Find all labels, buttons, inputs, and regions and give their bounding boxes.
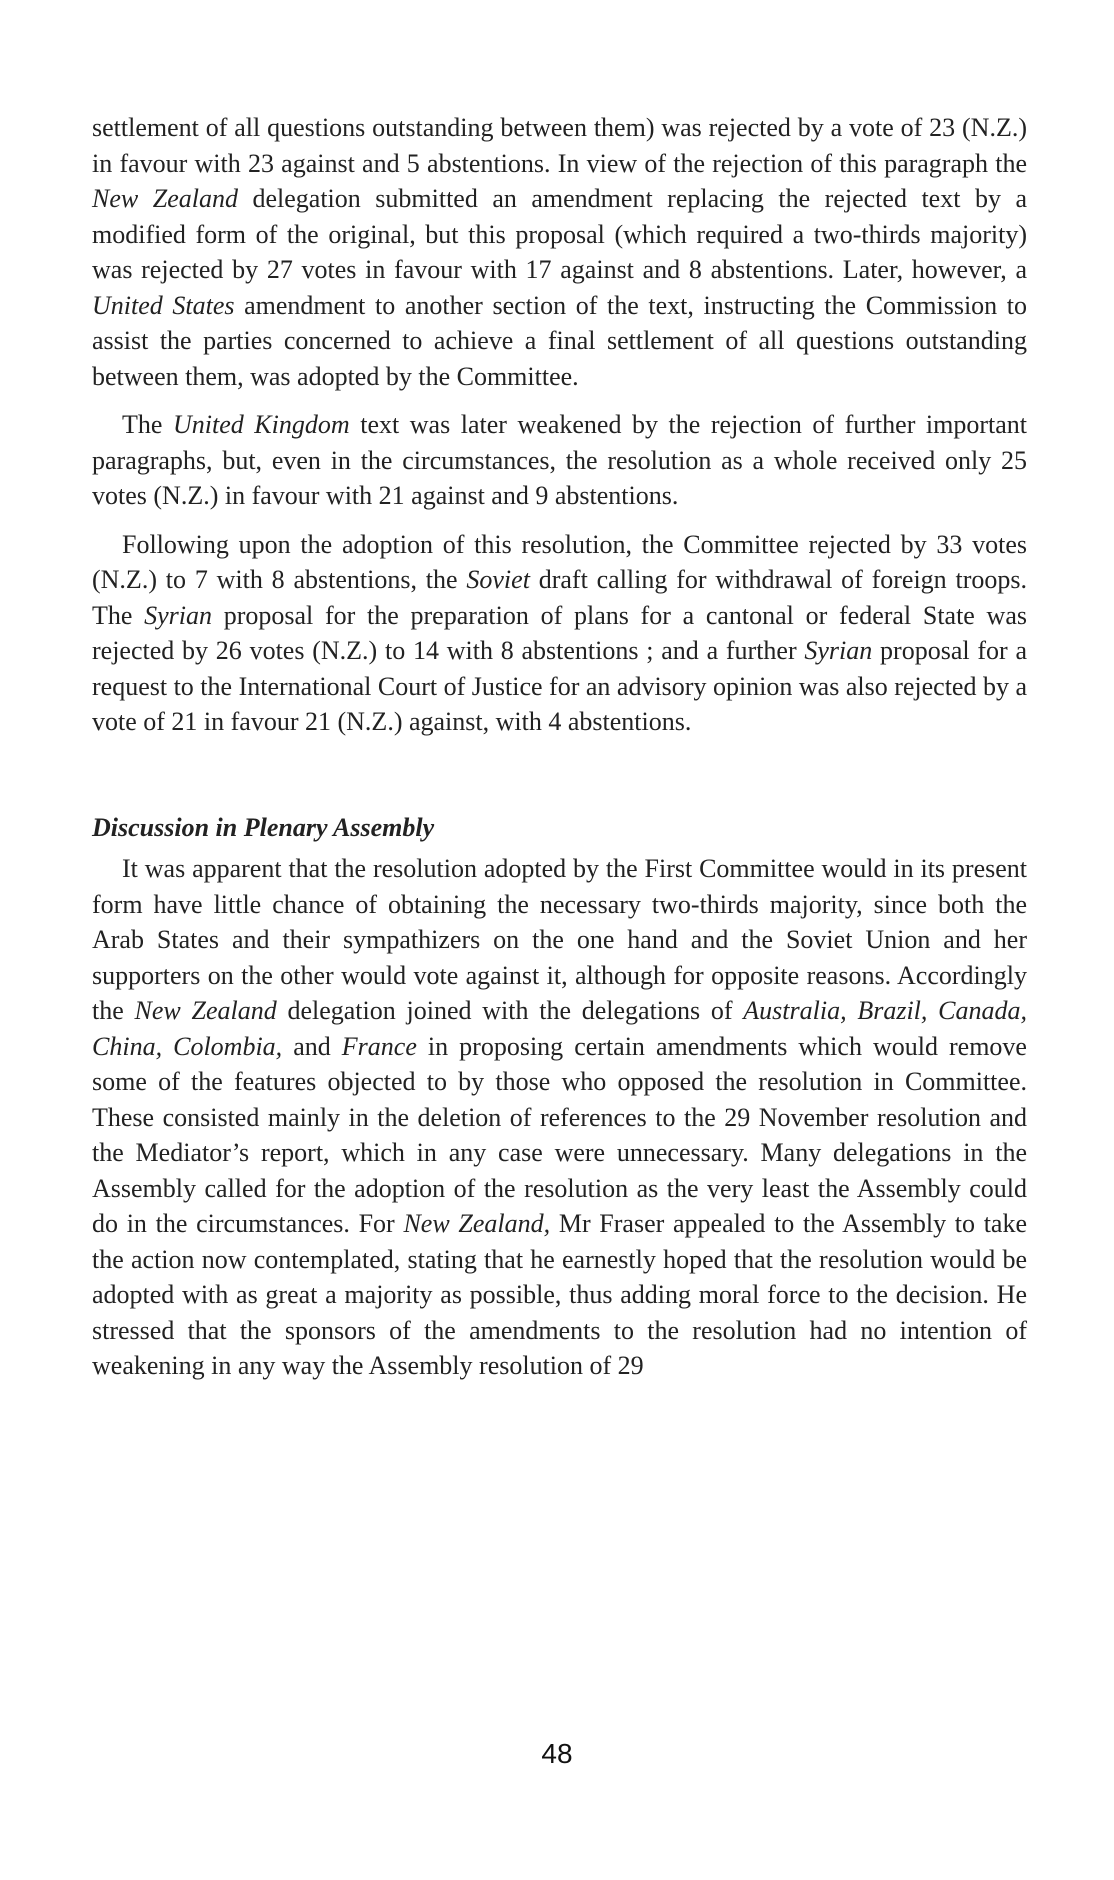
text-run: text was later weakened by the rejection of further important paragraphs, but, even in the circumstances, the resolution as a whole received only 25 votes (N.Z.) in favour with 21 against and 9 abstentions. (92, 410, 1028, 510)
text-run: and (282, 1031, 342, 1061)
text-run: delegation joined with the delegations of (276, 996, 744, 1025)
text-run: proposal for a request to the International Court of Justice for an advisory opinion was also rejected by a vote of 21 in favour 21 (N.Z.) against, with 4 abstentions. (92, 636, 1028, 736)
text-run: Mr Fraser appealed to the Assembly to take the action now contemplated, stating that he earnestly hoped that the resolution would be adopted with as great a majority as possible, thus adding moral force to the decision. He stressed that the sponsors of the amendments to the resolution had no intention of weakening in any way the Assembly resolution of 29 (92, 1209, 1028, 1380)
italic-text: Syrian (804, 636, 873, 665)
text-run: settlement of all questions outstanding between them) was rejected by a vote of 23 (N.Z.) in favour with 23 against and 5 abstentions. In view of the rejection of this paragraph the (92, 113, 1027, 178)
text-run: proposal for the preparation of plans for a cantonal or federal State was rejected by 26 votes (N.Z.) to 14 with 8 abstentions ; and a further (92, 600, 1027, 665)
italic-text: New Zealand, (403, 1209, 551, 1238)
paragraph (92, 407, 1027, 514)
text-run: The (122, 410, 173, 439)
italic-text: United Kingdom (172, 410, 350, 439)
paragraph (92, 110, 1027, 394)
text-run: in proposing certain amendments which would remove some of the features objected to by those who opposed the resolution in Committee. These consisted mainly in the deletion of references to the 29 November resolution and the Mediator’s report, which in any case were unnecessary. Many delegations in the Assembly called for the adoption of the resolution as the very least the Assembly could do in the circumstances. For (92, 1031, 1027, 1238)
italic-text: New Zealand (134, 996, 277, 1025)
italic-text: Syrian (144, 600, 213, 630)
text-run: amendment to another section of the text, instructing the Commission to assist the parties concerned to achieve a final settlement of all questions outstanding between them, was adopted by the Committee. (92, 290, 1028, 391)
italic-text: France (341, 1031, 417, 1061)
italic-text: United States (92, 290, 235, 320)
text-run: delegation submitted an amendment replacing the rejected text by a modified form of the original, but this proposal (which required a two-thirds majority) was rejected by 27 votes in favour with 17 against and 8 abstentions. Later, however, a (92, 184, 1027, 284)
paragraph (92, 527, 1027, 740)
text-run: draft calling for withdrawal of foreign troops. The (92, 565, 1027, 630)
section-heading: Discussion in Plenary Assembly (92, 812, 435, 842)
text-run: Following upon the adoption of this resolution, the Committee rejected by 33 votes (N.Z.) to 7 with 8 abstentions, the (92, 529, 1027, 594)
paragraph (92, 851, 1027, 1384)
italic-text: Soviet (466, 565, 530, 594)
italic-text: Australia, Brazil, Canada, China, Colombia, (92, 996, 1027, 1061)
text-run: It was apparent that the resolution adopted by the First Committee would in its present form have little chance of obtaining the necessary two-thirds majority, since both the Arab States and their sympathizers on the one hand and the Soviet Union and her supporters on the other would vote against it, although for opposite reasons. Accordingly the (92, 854, 1027, 1025)
page-number: 48 (541, 1738, 573, 1769)
body-text (92, 110, 1027, 1384)
italic-text: New Zealand (92, 184, 238, 213)
